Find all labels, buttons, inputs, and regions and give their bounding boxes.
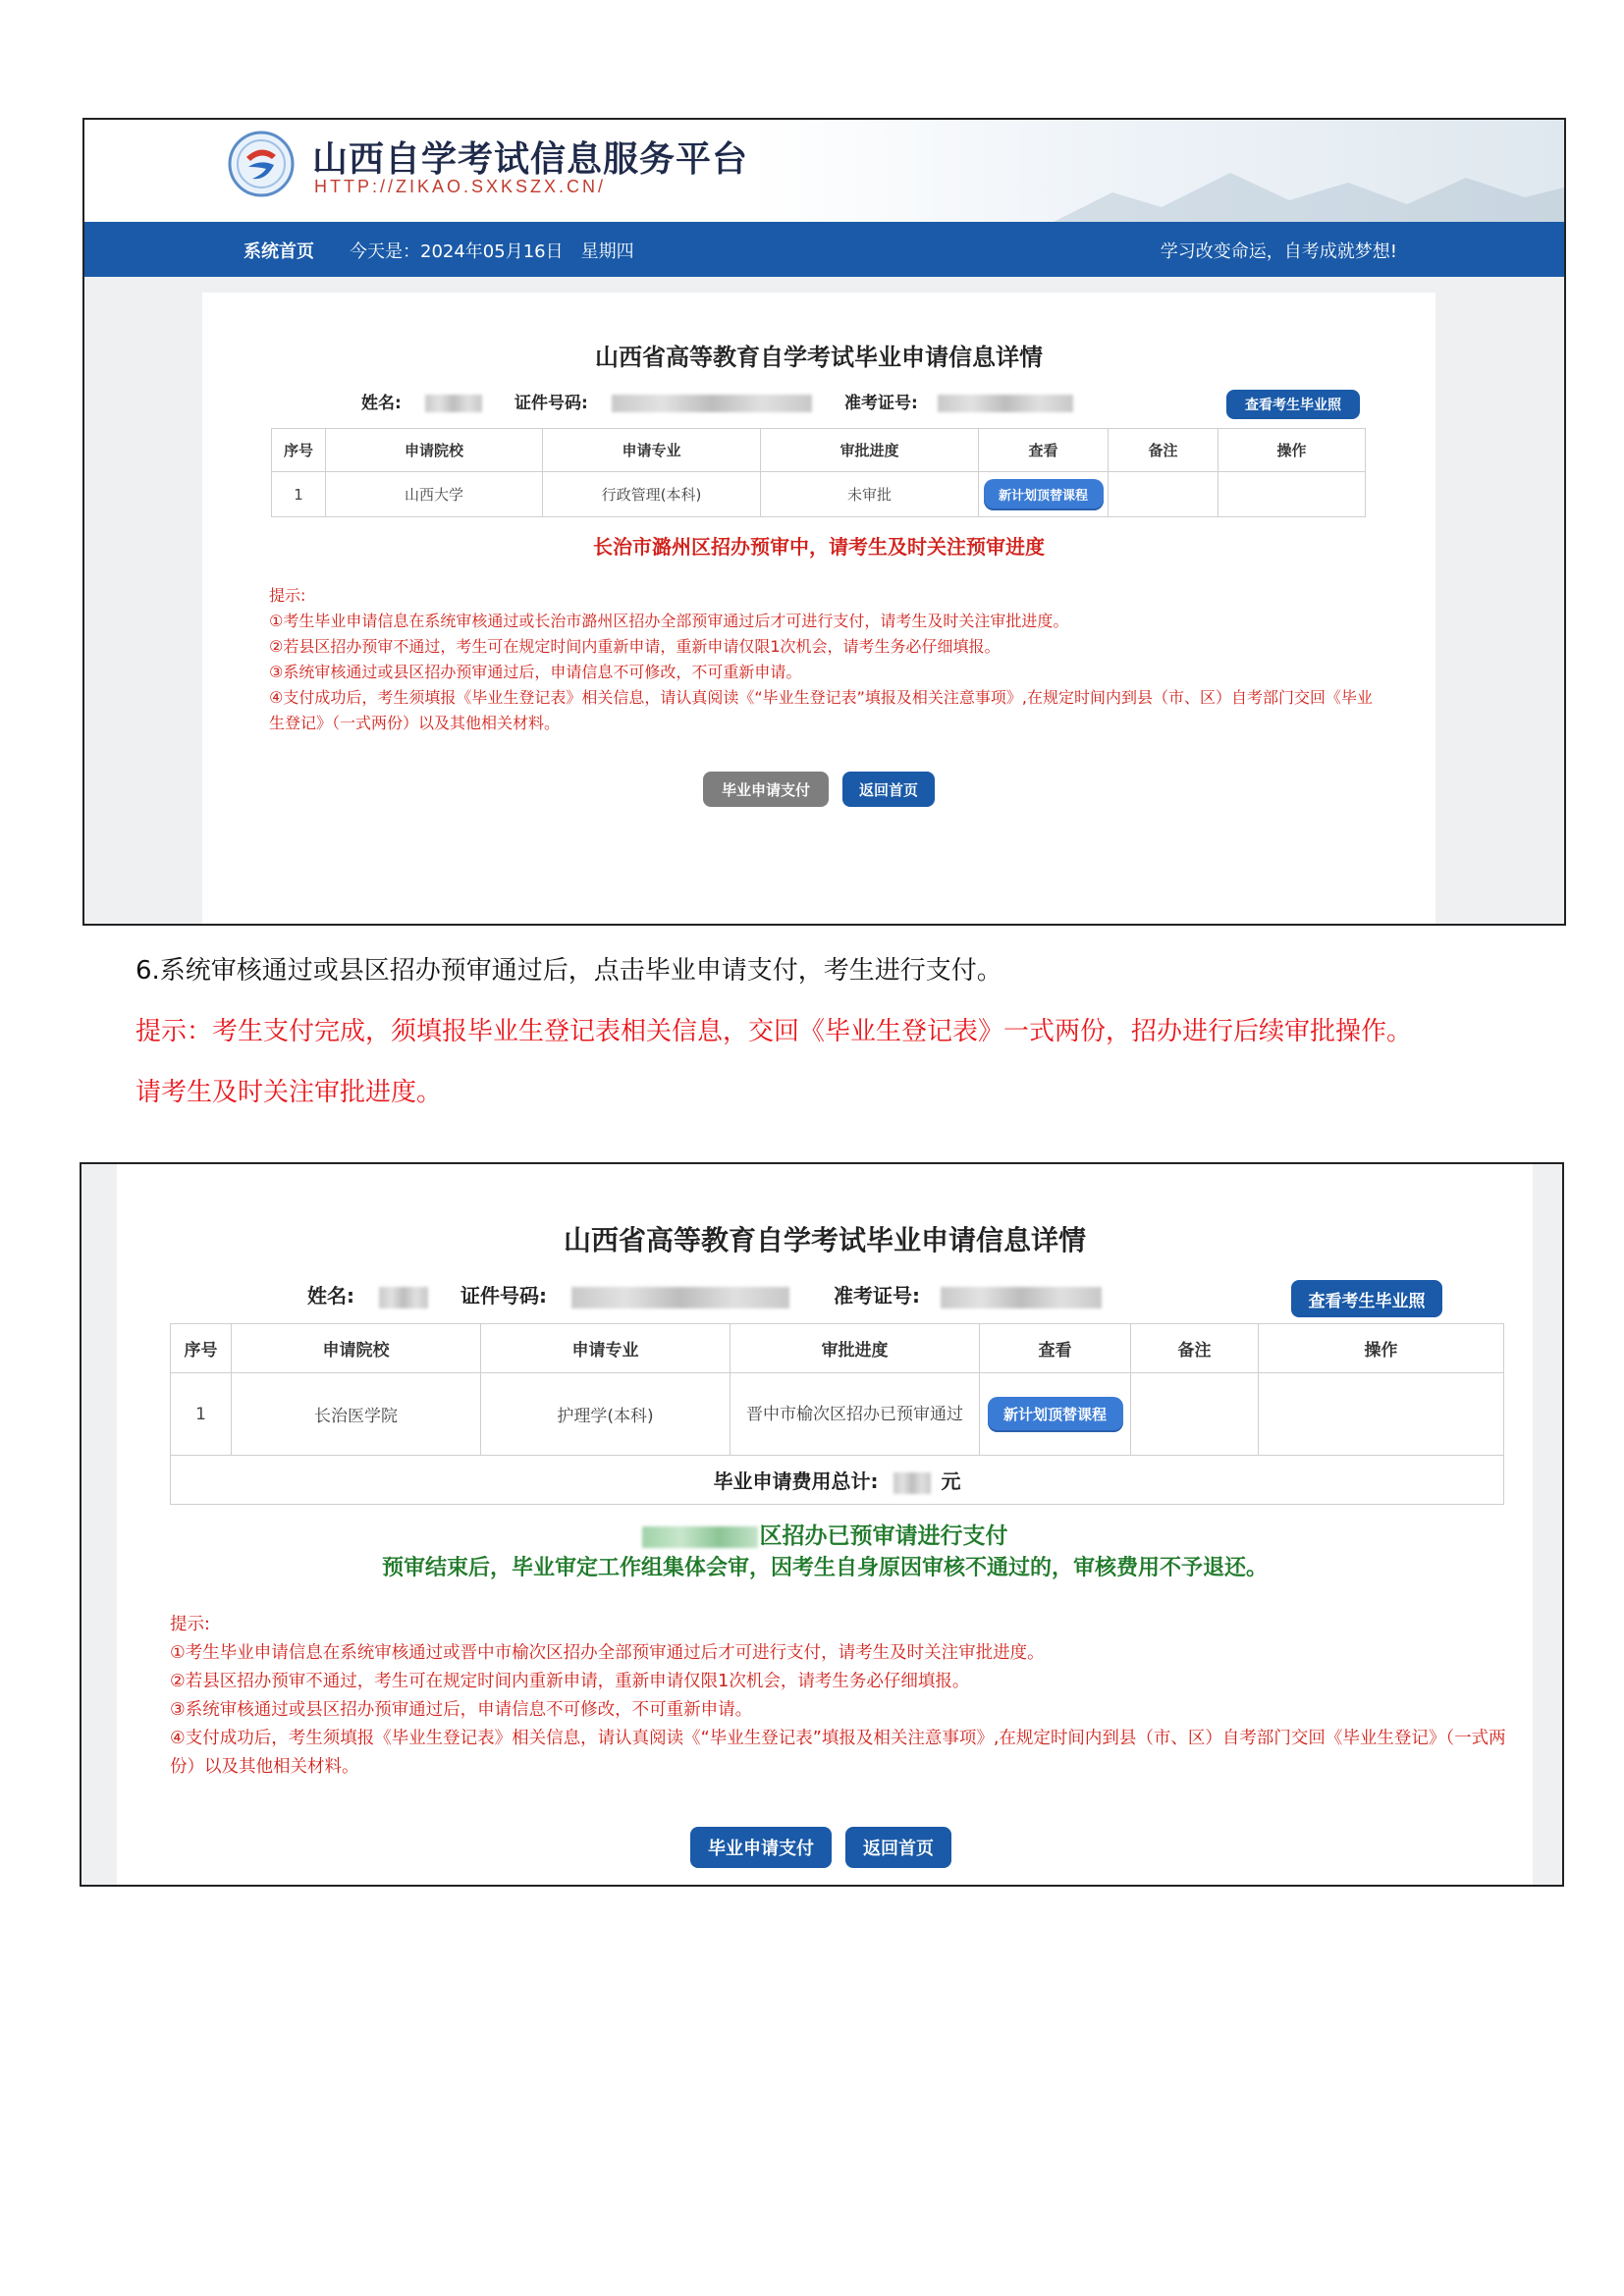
- row-view-cell: [979, 472, 1109, 517]
- id-label: 证件号码:: [460, 1284, 547, 1308]
- tip-item: ④支付成功后，考生须填报《毕业生登记表》相关信息，请认真阅读《“毕业生登记表”填报及相关注意事项》,在规定时间内到县（市、区）自考部门交回《毕业生登记》（一式两份）以及其他相关材料。: [269, 688, 1374, 732]
- col-header: 操作: [1259, 1324, 1504, 1373]
- tip-item: ①考生毕业申请信息在系统审核通过或晋中市榆次区招办全部预审通过后才可进行支付，请考生及时关注审批进度。: [170, 1643, 1045, 1663]
- id-label: 证件号码:: [514, 394, 588, 413]
- row-number: 1: [272, 472, 326, 517]
- tip-item: ②若县区招办预审不通过，考生可在规定时间内重新申请，重新申请仅限1次机会，请考生务必仔细填报。: [269, 637, 1001, 656]
- row-remark: [1109, 472, 1218, 517]
- district-redacted: [642, 1526, 758, 1548]
- tip-item: ②若县区招办预审不通过，考生可在规定时间内重新申请，重新申请仅限1次机会，请考生务必仔细填报。: [170, 1672, 970, 1691]
- tips-heading: 提示:: [269, 586, 306, 605]
- tips-block: [170, 1611, 1515, 1782]
- exam-no-label: 准考证号:: [844, 394, 918, 413]
- site-header: [84, 120, 1564, 222]
- col-header: 申请专业: [481, 1324, 731, 1373]
- pay-button-disabled[interactable]: 毕业申请支付: [703, 772, 829, 807]
- col-header: 申请专业: [543, 429, 761, 472]
- col-header: 查看: [980, 1324, 1131, 1373]
- platform-logo-icon: [227, 130, 296, 198]
- application-table: [271, 428, 1366, 517]
- exam-no-field: [844, 389, 1073, 413]
- row-status: 晋中市榆次区招办已预审通过: [731, 1373, 980, 1456]
- table-header-row: [272, 429, 1366, 472]
- exam-no-redacted: [941, 1287, 1102, 1308]
- step-tip-line1: 提示：考生支付完成，须填报毕业生登记表相关信息，交回《毕业生登记表》一式两份，招办进行后续审批操作。: [135, 1017, 1413, 1046]
- fee-total-cell: [171, 1456, 1504, 1505]
- application-table: [170, 1323, 1504, 1505]
- row-action: [1218, 472, 1366, 517]
- replacement-courses-button[interactable]: 新计划顶替课程: [984, 479, 1104, 510]
- top-navbar: [84, 222, 1564, 277]
- detail-title: 山西省高等教育自学考试毕业申请信息详情: [563, 1224, 1086, 1256]
- screenshot-pending-review: [82, 118, 1566, 926]
- nav-slogan: 学习改变命运，自考成就梦想!: [1160, 241, 1397, 262]
- tips-heading: 提示:: [170, 1615, 210, 1634]
- name-label: 姓名:: [307, 1284, 354, 1308]
- step-tip-line2: 请考生及时关注审批进度。: [135, 1078, 443, 1107]
- row-remark: [1131, 1373, 1259, 1456]
- col-header: 操作: [1218, 429, 1366, 472]
- site-url[interactable]: HTTP://ZIKAO.SXKSZX.CN/: [314, 177, 607, 196]
- row-number: 1: [171, 1373, 232, 1456]
- tip-item: ①考生毕业申请信息在系统审核通过或长治市潞州区招办全部预审通过后才可进行支付，请考生及时关注审批进度。: [269, 612, 1069, 630]
- row-major: 护理学(本科): [481, 1373, 731, 1456]
- row-status: 未审批: [761, 472, 979, 517]
- back-home-button[interactable]: 返回首页: [845, 1827, 951, 1868]
- replacement-courses-button[interactable]: 新计划顶替课程: [988, 1397, 1123, 1432]
- pay-notice-line2: 预审结束后，毕业审定工作组集体会审，因考生自身原因审核不通过的，审核费用不予退还。: [381, 1556, 1268, 1580]
- col-header: 审批进度: [731, 1324, 980, 1373]
- name-redacted: [425, 395, 482, 412]
- total-row: [171, 1456, 1504, 1505]
- exam-no-label: 准考证号:: [834, 1284, 920, 1308]
- back-home-button[interactable]: 返回首页: [842, 772, 935, 807]
- col-header: 查看: [979, 429, 1109, 472]
- fee-amount-redacted: [893, 1472, 931, 1494]
- pay-button[interactable]: 毕业申请支付: [690, 1827, 832, 1868]
- col-header: 备注: [1131, 1324, 1259, 1373]
- exam-no-field: [834, 1280, 1102, 1308]
- tip-item: ③系统审核通过或县区招办预审通过后，申请信息不可修改，不可重新申请。: [170, 1700, 753, 1720]
- detail-card: [117, 1164, 1533, 1887]
- mountain-backdrop: [1054, 153, 1564, 222]
- screenshot-approved: [80, 1162, 1564, 1887]
- view-photo-button[interactable]: 查看考生毕业照: [1226, 390, 1360, 419]
- row-action: [1259, 1373, 1504, 1456]
- col-header: 序号: [272, 429, 326, 472]
- detail-card: [202, 293, 1435, 926]
- col-header: 审批进度: [761, 429, 979, 472]
- pay-notice-text: 区招办已预审请进行支付: [759, 1523, 1008, 1549]
- table-row: [272, 472, 1366, 517]
- col-header: 备注: [1109, 429, 1218, 472]
- id-redacted: [571, 1287, 789, 1308]
- review-notice: 长治市潞州区招办预审中，请考生及时关注预审进度: [593, 535, 1045, 559]
- detail-title: 山西省高等教育自学考试毕业申请信息详情: [595, 344, 1043, 371]
- tip-item: ③系统审核通过或县区招办预审通过后，申请信息不可修改，不可重新申请。: [269, 663, 802, 681]
- fee-total-label: 毕业申请费用总计:: [713, 1469, 879, 1493]
- name-redacted: [379, 1287, 428, 1308]
- step-instruction: 6.系统审核通过或县区招办预审通过后，点击毕业申请支付，考生进行支付。: [135, 956, 1002, 986]
- nav-date: 今天是：2024年05月16日 星期四: [350, 241, 634, 262]
- name-field: [361, 389, 482, 413]
- col-header: 序号: [171, 1324, 232, 1373]
- col-header: 申请院校: [326, 429, 543, 472]
- row-view-cell: [980, 1373, 1131, 1456]
- site-title: 山西自学考试信息服务平台: [312, 139, 749, 180]
- tip-item: ④支付成功后，考生须填报《毕业生登记表》相关信息，请认真阅读《“毕业生登记表”填报及相关注意事项》,在规定时间内到县（市、区）自考部门交回《毕业生登记》（一式两份）以及其他相关材料。: [170, 1729, 1506, 1777]
- id-field: [460, 1280, 789, 1308]
- row-school: 长治医学院: [232, 1373, 481, 1456]
- tips-block: [269, 583, 1379, 736]
- table-row: [171, 1373, 1504, 1456]
- exam-no-redacted: [938, 395, 1073, 412]
- name-field: [307, 1280, 428, 1308]
- col-header: 申请院校: [232, 1324, 481, 1373]
- table-header-row: [171, 1324, 1504, 1373]
- fee-unit: 元: [941, 1469, 961, 1493]
- id-redacted: [612, 395, 812, 412]
- nav-home-link[interactable]: 系统首页: [244, 241, 314, 262]
- row-school: 山西大学: [326, 472, 543, 517]
- row-major: 行政管理(本科): [543, 472, 761, 517]
- id-field: [514, 389, 812, 413]
- pay-notice-line1: [117, 1518, 1533, 1550]
- view-photo-button[interactable]: 查看考生毕业照: [1291, 1280, 1442, 1317]
- name-label: 姓名:: [361, 394, 402, 413]
